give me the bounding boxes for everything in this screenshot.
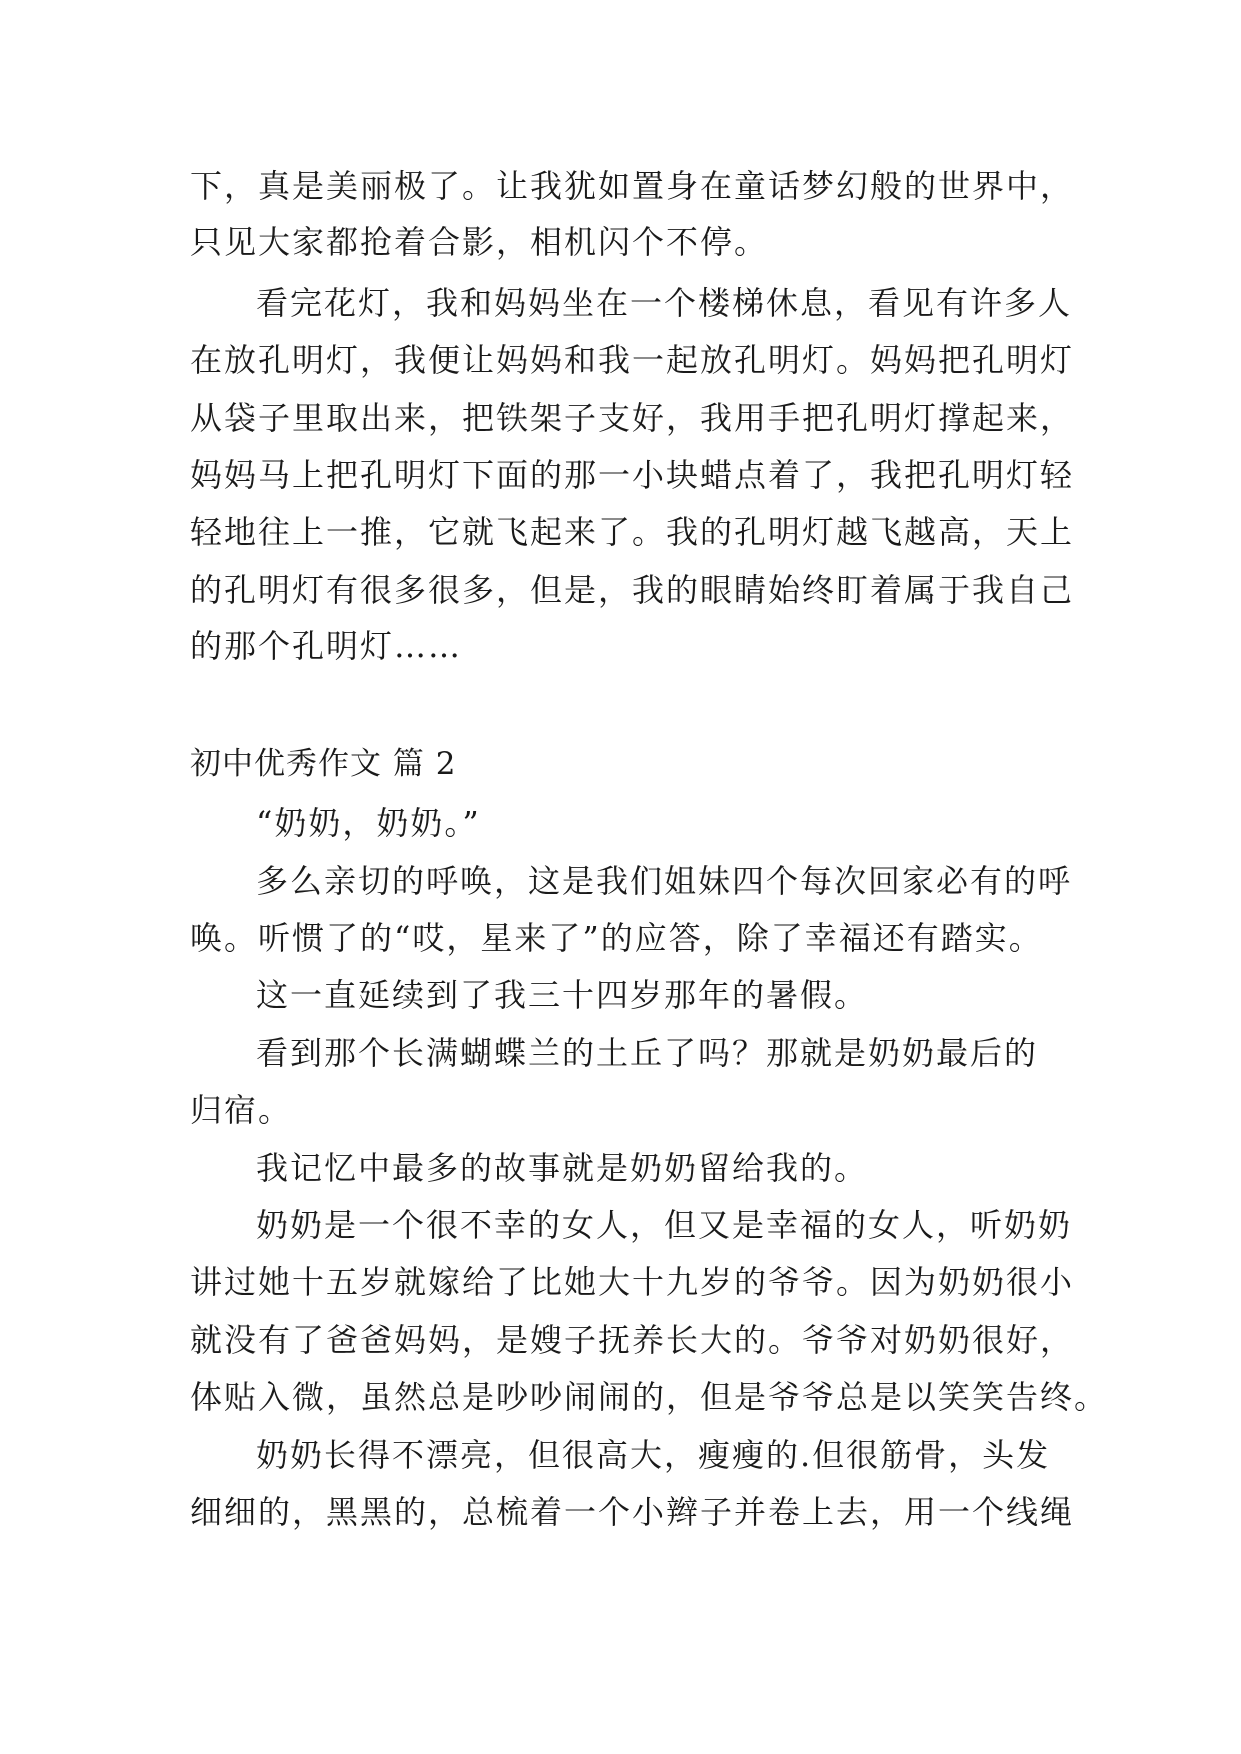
paragraph-line: 归宿。 — [190, 1091, 293, 1129]
paragraph-line: 在放孔明灯，我便让妈妈和我一起放孔明灯。妈妈把孔明灯 — [190, 341, 1075, 379]
paragraph-line: 唤。听惯了的“哎，星来了”的应答，除了幸福还有踏实。 — [190, 919, 1043, 957]
paragraph-line: 只见大家都抢着合影，相机闪个不停。 — [190, 223, 769, 261]
paragraph-line: 体贴入微，虽然总是吵吵闹闹的，但是爷爷总是以笑笑告终。 — [190, 1378, 1109, 1416]
paragraph-line: 的那个孔明灯…… — [190, 627, 463, 665]
paragraph-line: 从袋子里取出来，把铁架子支好，我用手把孔明灯撑起来， — [190, 399, 1075, 437]
paragraph-line: 看完花灯，我和妈妈坐在一个楼梯休息，看见有许多人 — [256, 284, 1073, 322]
paragraph-line: 的孔明灯有很多很多，但是，我的眼睛始终盯着属于我自己 — [190, 571, 1075, 609]
paragraph-line: 奶奶是一个很不幸的女人，但又是幸福的女人，听奶奶 — [256, 1206, 1073, 1244]
paragraph-line: 看到那个长满蝴蝶兰的土丘了吗？那就是奶奶最后的 — [256, 1034, 1039, 1072]
paragraph-line: 这一直延续到了我三十四岁那年的暑假。 — [256, 976, 869, 1014]
paragraph-line: 细细的，黑黑的，总梳着一个小辫子并卷上去，用一个线绳 — [190, 1493, 1075, 1531]
paragraph-line: 多么亲切的呼唤，这是我们姐妹四个每次回家必有的呼 — [256, 862, 1073, 900]
paragraph-line: 就没有了爸爸妈妈，是嫂子抚养长大的。爷爷对奶奶很好， — [190, 1321, 1075, 1359]
section-title: 初中优秀作文 篇 2 — [190, 746, 457, 782]
paragraph-line: 我记忆中最多的故事就是奶奶留给我的。 — [256, 1149, 869, 1187]
paragraph-line: 轻地往上一推，它就飞起来了。我的孔明灯越飞越高，天上 — [190, 513, 1075, 551]
paragraph-line: 妈妈马上把孔明灯下面的那一小块蜡点着了，我把孔明灯轻 — [190, 456, 1075, 494]
paragraph-line: 下，真是美丽极了。让我犹如置身在童话梦幻般的世界中， — [190, 167, 1075, 205]
paragraph-line: “奶奶，奶奶。” — [256, 804, 481, 842]
paragraph-line: 讲过她十五岁就嫁给了比她大十九岁的爷爷。因为奶奶很小 — [190, 1263, 1075, 1301]
paragraph-line: 奶奶长得不漂亮，但很高大，瘦瘦的.但很筋骨，头发 — [256, 1436, 1051, 1474]
